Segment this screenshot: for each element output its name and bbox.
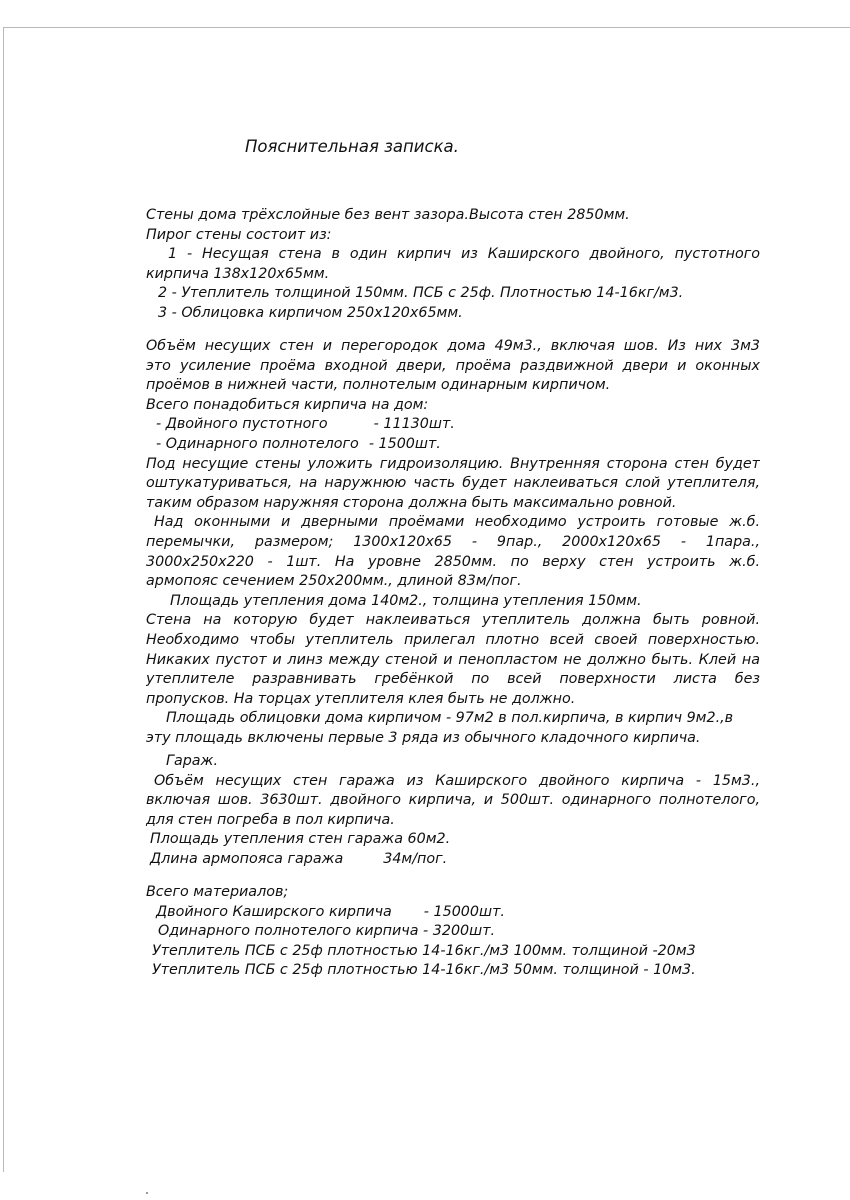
materials-item-1 bbox=[146, 903, 760, 923]
garage-belt-value: 34м/пог. bbox=[383, 850, 448, 867]
document-title: Пояснительная записка. bbox=[245, 137, 459, 156]
house-p5-line-a: Площадь облицовки дома кирпичом - 97м2 в пол.кирпича, в кирпич 9м2.,в bbox=[166, 710, 734, 727]
house-p4-line-b: Стена на которую будет наклеиваться утеплитель должна быть ровной. bbox=[146, 612, 760, 629]
page-top-edge bbox=[3, 27, 850, 28]
walls-line-1: Стены дома трёхслойные без вент зазора.Высота стен 2850мм. bbox=[146, 207, 630, 223]
house-hollow-brick-row bbox=[146, 415, 760, 435]
house-p4-line-a: Площадь утепления дома 140м2., толщина утепления 150мм. bbox=[170, 592, 642, 609]
house-total-intro: Всего понадобиться кирпича на дом: bbox=[146, 396, 429, 413]
garage-belt-label: Длина армопояса гаража bbox=[150, 850, 344, 867]
house-p1-line-a: Объём несущих стен и перегородок дома 49м3., включая шов. Из них 3м3 bbox=[146, 338, 760, 354]
hollow-brick-label: - Двойного пустотного bbox=[156, 416, 328, 433]
house-section bbox=[146, 337, 760, 748]
house-p3-line-c: 3000х250х220 - 1шт. На уровне 2850мм. по верху стен устроить ж.б. bbox=[146, 553, 760, 570]
house-solid-brick-row bbox=[146, 435, 760, 455]
materials-item-1-label: Двойного Каширского кирпича bbox=[156, 903, 392, 920]
layer-1-line-b: кирпича 138х120х65мм. bbox=[146, 265, 330, 282]
house-p2-line-a: Под несущие стены уложить гидроизоляцию. Внутренняя сторона стен будет bbox=[146, 455, 760, 472]
house-p4-line-e: утеплителе разравнивать гребёнкой по всей поверхности листа без bbox=[146, 671, 760, 688]
walls-line-2: Пирог стены состоит из: bbox=[146, 226, 332, 243]
house-p5-line-b: эту площадь включены первые 3 ряда из обычного кладочного кирпича. bbox=[146, 729, 701, 746]
garage-insulation-area: Площадь утепления стен гаража 60м2. bbox=[150, 831, 451, 848]
materials-item-1-value: - 15000шт. bbox=[423, 903, 505, 920]
layer-2-line: 2 - Утеплитель толщиной 150мм. ПСБ с 25ф. Плотностью 14-16кг/м3. bbox=[158, 285, 684, 302]
garage-p1-line-a: Объём несущих стен гаража из Каширского двойного кирпича - 15м3., bbox=[154, 772, 760, 789]
house-p3-line-a: Над оконными и дверными проёмами необходимо устроить готовые ж.б. bbox=[154, 514, 760, 531]
materials-item-4: Утеплитель ПСБ с 25ф плотностью 14-16кг./м3 50мм. толщиной - 10м3. bbox=[152, 962, 696, 979]
house-p4-line-c: Необходимо чтобы утеплитель прилегал плотно всей своей поверхностью. bbox=[146, 631, 760, 648]
garage-p1-line-c: для стен погреба в пол кирпича. bbox=[146, 811, 395, 828]
materials-item-3: Утеплитель ПСБ с 25ф плотностью 14-16кг./м3 100мм. толщиной -20м3 bbox=[152, 942, 696, 959]
house-p1-line-b: это усиление проёма входной двери, проёма раздвижной двери и оконных bbox=[146, 357, 760, 374]
house-p1-line-c: проёмов в нижней части, полнотелым одинарным кирпичом. bbox=[146, 377, 611, 394]
house-p4-line-d: Никаких пустот и линз между стеной и пенопластом не должно быть. Клей на bbox=[146, 651, 760, 668]
house-p3-line-b: перемычки, размером; 1300х120х65 - 9пар., 2000х120х65 - 1пара., bbox=[146, 533, 760, 550]
layer-1-line-a: 1 - Несущая стена в один кирпич из Каширского двойного, пустотного bbox=[168, 246, 760, 263]
solid-brick-value: - 1500шт. bbox=[368, 435, 441, 452]
house-p2-line-c: таким образом наружняя сторона должна быть максимально ровной. bbox=[146, 494, 677, 511]
scan-speck bbox=[146, 1192, 148, 1194]
materials-heading: Всего материалов; bbox=[146, 884, 289, 900]
house-p4-line-f: пропусков. На торцах утеплителя клея быть не должно. bbox=[146, 690, 576, 707]
materials-section bbox=[146, 883, 760, 981]
house-p3-line-d: армопояс сечением 250х200мм., длиной 83м/пог. bbox=[146, 573, 522, 590]
layer-3-line: 3 - Облицовка кирпичом 250х120х65мм. bbox=[158, 304, 463, 321]
garage-heading: Гараж. bbox=[166, 753, 218, 769]
hollow-brick-value: - 11130шт. bbox=[373, 416, 455, 433]
garage-section bbox=[146, 752, 760, 870]
walls-section bbox=[146, 206, 760, 324]
garage-belt-row bbox=[146, 850, 760, 870]
page-left-edge bbox=[3, 27, 4, 1172]
house-p2-line-b: оштукатуриваться, на наружнюю часть будет наклеиваться слой утеплителя, bbox=[146, 475, 760, 492]
materials-item-2: Одинарного полнотелого кирпича - 3200шт. bbox=[158, 923, 496, 940]
garage-p1-line-b: включая шов. 3630шт. двойного кирпича, и 500шт. одинарного полнотелого, bbox=[146, 792, 760, 809]
solid-brick-label: - Одинарного полнотелого bbox=[156, 435, 359, 452]
